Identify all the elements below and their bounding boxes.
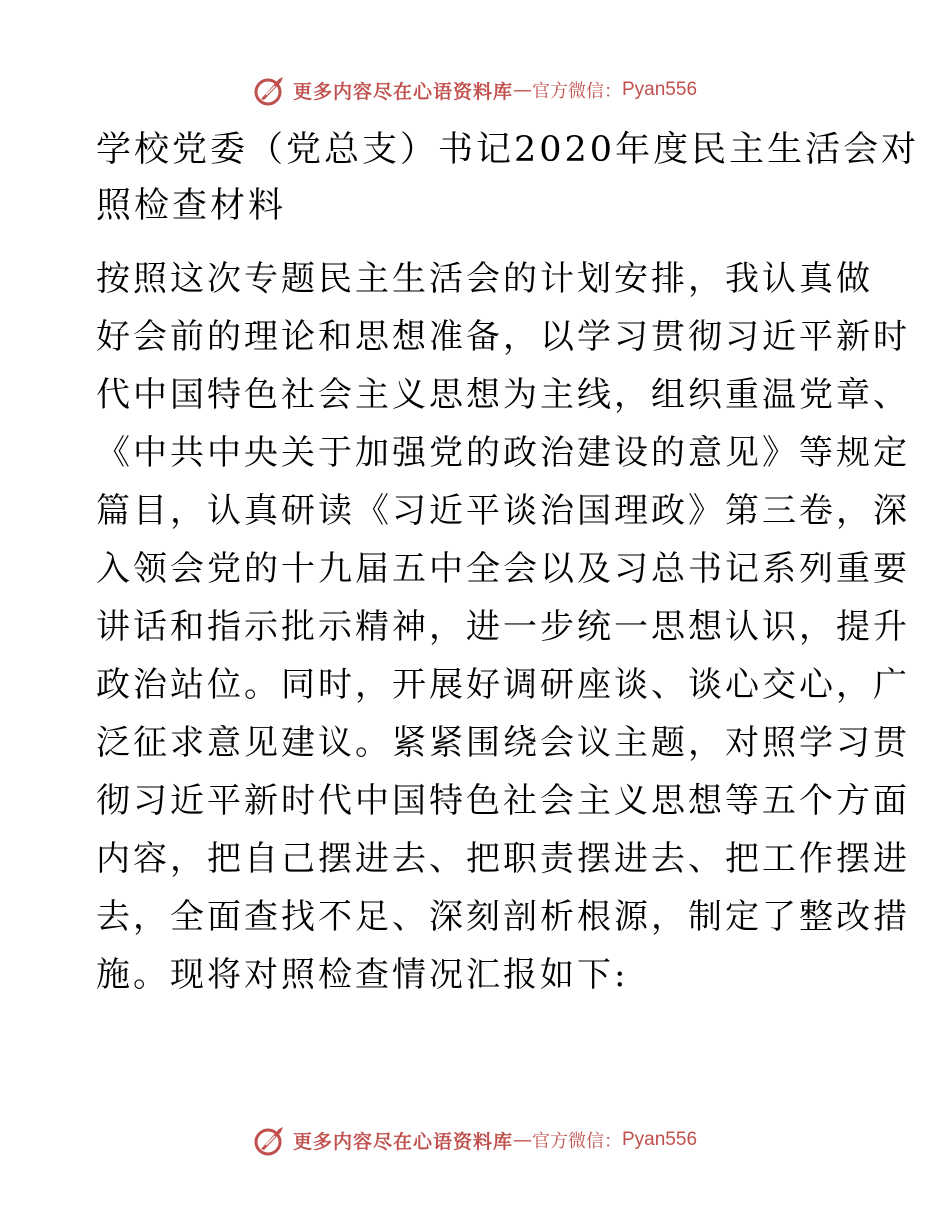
document-title — [96, 122, 920, 234]
header-banner — [0, 70, 950, 110]
banner-separator: — — [513, 1129, 532, 1151]
body-line: 泛征求意见建议。紧紧围绕会议主题，对照学习贯 — [96, 723, 910, 763]
title-line: 学校党委（党总支）书记2020年度民主生活会对 — [96, 130, 920, 170]
banner-brand-text: 更多内容尽在心语资料库 — [292, 80, 513, 103]
banner-contact-label: 官方微信： — [532, 1131, 622, 1152]
body-line: 篇目，认真研读《习近平谈治国理政》第三卷，深 — [96, 491, 910, 531]
banner-brand-text: 更多内容尽在心语资料库 — [292, 1130, 513, 1153]
footer-banner — [0, 1120, 950, 1160]
body-line: 好会前的理论和思想准备，以学习贯彻习近平新时 — [96, 317, 910, 357]
body-line: 《中共中央关于加强党的政治建设的意见》等规定 — [96, 433, 910, 473]
body-line: 按照这次专题民主生活会的计划安排，我认真做 — [96, 259, 873, 299]
body-line: 讲话和指示批示精神，进一步统一思想认识，提升 — [96, 607, 910, 647]
body-line: 彻习近平新时代中国特色社会主义思想等五个方面 — [96, 781, 910, 821]
banner-contact-id: Pyan556 — [622, 1129, 698, 1150]
body-line: 施。现将对照检查情况汇报如下: — [96, 955, 629, 995]
banner-separator: — — [513, 79, 532, 101]
title-line: 照检查材料 — [96, 186, 287, 226]
body-line: 入领会党的十九届五中全会以及习总书记系列重要 — [96, 549, 910, 589]
header-banner-inner — [253, 73, 697, 107]
document-body-paragraph — [96, 250, 910, 1004]
banner-contact-id: Pyan556 — [622, 79, 698, 100]
body-line: 去，全面查找不足、深刻剖析根源，制定了整改措 — [96, 897, 910, 937]
body-line: 代中国特色社会主义思想为主线，组织重温党章、 — [96, 375, 910, 415]
quill-logo-icon — [253, 73, 287, 107]
footer-banner-inner — [253, 1123, 697, 1157]
body-line: 内容，把自己摆进去、把职责摆进去、把工作摆进 — [96, 839, 910, 879]
body-line: 政治站位。同时，开展好调研座谈、谈心交心，广 — [96, 665, 910, 705]
quill-logo-icon — [253, 1123, 287, 1157]
banner-contact-label: 官方微信： — [532, 81, 622, 102]
